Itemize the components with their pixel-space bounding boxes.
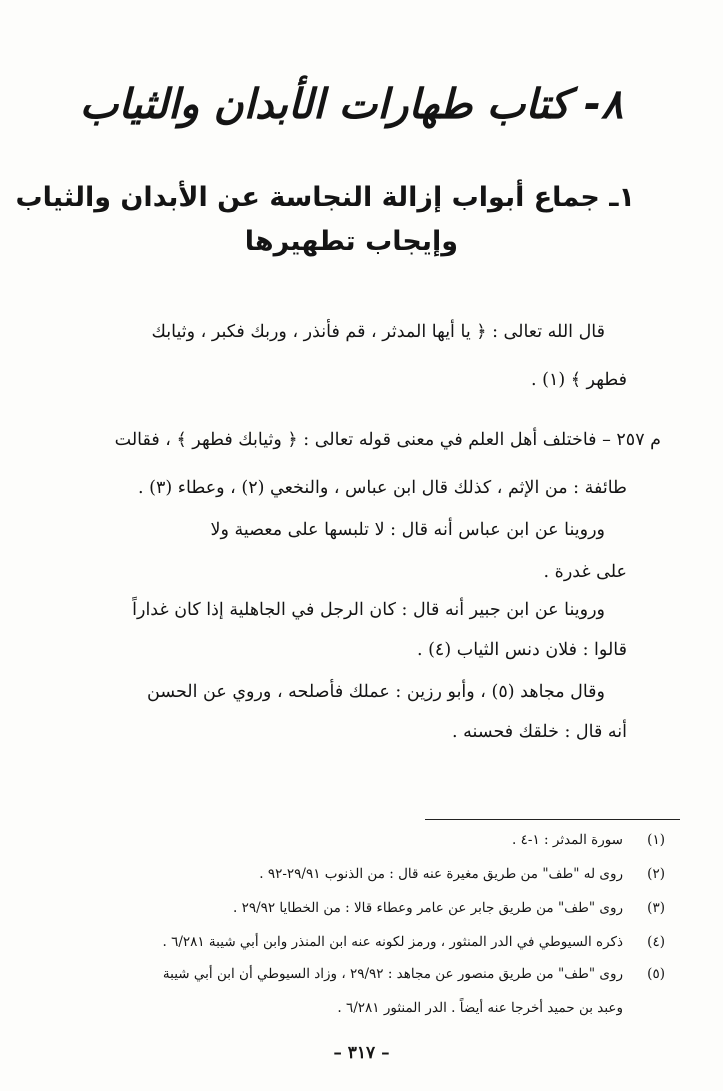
ibn-jubayr-line-1: وروينا عن ابن جبير أنه قال : كان الرجل في الجاهلية إذا كان غداراً <box>132 600 605 620</box>
footnote-number: (٥) <box>647 966 665 982</box>
page-number: – ٣١٧ – <box>333 1043 390 1063</box>
footnote-number: (٣) <box>647 900 665 916</box>
verse-line-2: فطهر ﴾ (١) . <box>530 370 627 390</box>
book-title: ٨- كتاب طهارات الأبدان والثياب <box>79 80 623 128</box>
footnote-text: روى "طف" من طريق جابر عن عامر وعطاء قالا : من الخطايا ٢٩/٩٢ . <box>232 900 623 916</box>
footnote-text: روى "طف" من طريق منصور عن مجاهد : ٢٩/٩٢ ، وزاد السيوطي أن ابن أبي شيبة <box>162 966 623 982</box>
paragraph-257-line-2: طائفة : من الإثم ، كذلك قال ابن عباس ، والنخعي (٢) ، وعطاء (٣) . <box>138 478 627 498</box>
ibn-abbas-line-1: وروينا عن ابن عباس أنه قال : لا تلبسها على معصية ولا <box>210 520 605 540</box>
footnote-continuation: وعبد بن حميد أخرجا عنه أيضاً . الدر المنثور ٦/٢٨١ . <box>337 1000 623 1016</box>
footnote-text: روى له "طف" من طريق مغيرة عنه قال : من الذنوب ٢٩/٩١-٩٢ . <box>259 866 623 882</box>
ibn-abbas-line-2: على غدرة . <box>543 562 627 582</box>
footnote-text: سورة المدثر : ١-٤ . <box>512 832 623 848</box>
footnote-number: (٢) <box>647 866 665 882</box>
verse-line-1: قال الله تعالى : ﴿ يا أيها المدثر ، قم فأنذر ، وربك فكبر ، وثيابك <box>151 322 605 342</box>
footnote-number: (١) <box>647 832 665 848</box>
footnote-text: ذكره السيوطي في الدر المنثور ، ورمز لكونه عنه ابن المنذر وابن أبي شيبة ٦/٢٨١ . <box>162 934 623 950</box>
mujahid-line-2: أنه قال : خلقك فحسنه . <box>452 722 627 742</box>
chapter-title-line-2: وإيجاب تطهيرها <box>244 226 458 257</box>
footnote-separator <box>425 819 680 820</box>
chapter-title-line-1: ١ـ جماع أبواب إزالة النجاسة عن الأبدان والثياب <box>15 182 635 213</box>
paragraph-257-line-1: م ٢٥٧ – فاختلف أهل العلم في معنى قوله تعالى : ﴿ وثيابك فطهر ﴾ ، فقالت <box>114 430 661 450</box>
mujahid-line-1: وقال مجاهد (٥) ، وأبو رزين : عملك فأصلحه ، وروي عن الحسن <box>147 682 605 702</box>
ibn-jubayr-line-2: قالوا : فلان دنس الثياب (٤) . <box>416 640 627 660</box>
footnote-number: (٤) <box>647 934 665 950</box>
